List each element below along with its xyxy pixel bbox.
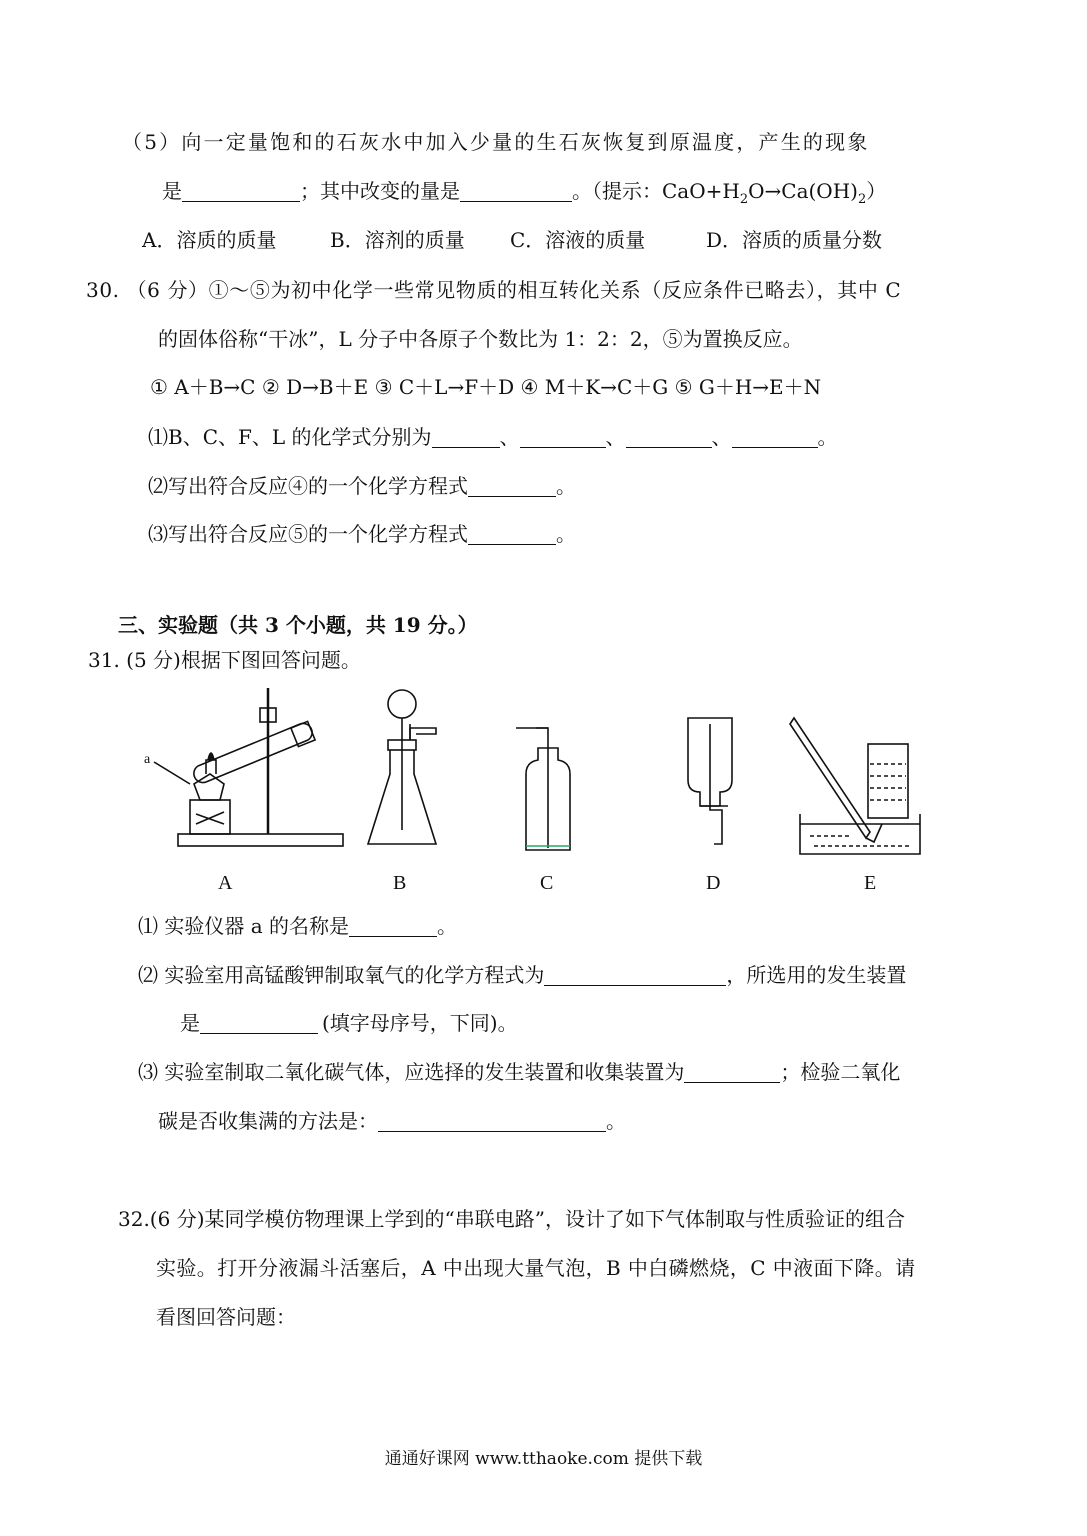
q31-p2-line2: [180, 1008, 518, 1038]
q31-title: 31. (5 分)根据下图回答问题。: [88, 648, 361, 672]
q29-hint: 。（提示：$CaO+H_2O\to Ca(OH)_2$）: [572, 179, 887, 207]
q29-part5-changed-label: ；其中改变的量是: [300, 179, 460, 203]
answer-blank[interactable]: [626, 425, 712, 448]
q31-p2-line1: [138, 960, 906, 990]
page-footer: 通通好课网 www.tthaoke.com 提供下载: [384, 1449, 703, 1469]
answer-blank[interactable]: [732, 425, 818, 448]
q31-p2-line2-prefix: 是: [180, 1011, 200, 1035]
q29-part5-line2: [162, 176, 886, 215]
apparatus-label-C: C: [540, 872, 554, 894]
separator: 、: [711, 425, 732, 449]
option-c: C．溶液的质量: [510, 228, 646, 252]
q29-part5-prefix: 是: [162, 179, 182, 203]
q31-p3-line2-prefix: 碳是否收集满的方法是：: [158, 1109, 378, 1133]
apparatus-label-D: D: [706, 872, 721, 894]
q30-sub2: [148, 471, 576, 501]
apparatus-c: [516, 728, 570, 850]
q31-p1: [138, 911, 457, 941]
q31-p1-text: ⑴ 实验仪器 a 的名称是: [138, 914, 349, 938]
q30-sub3-text: ⑶写出符合反应⑤的一个化学方程式: [148, 522, 468, 546]
q30-sub1: [148, 422, 838, 452]
option-d: D．溶质的质量分数: [706, 228, 883, 252]
period: 。: [606, 1109, 626, 1133]
apparatus-e: [790, 718, 920, 854]
option-b: B．溶剂的质量: [330, 228, 465, 252]
q32-line2: 实验。打开分液漏斗活塞后，A 中出现大量气泡，B 中白磷燃烧，C 中液面下降。请: [156, 1256, 916, 1280]
answer-blank[interactable]: [378, 1109, 606, 1132]
q30-stem-line1: 30. （6 分）①～⑤为初中化学一些常见物质的相互转化关系（反应条件已略去），其中 C: [86, 278, 902, 302]
answer-blank[interactable]: [349, 914, 437, 937]
apparatus-d: [688, 718, 732, 844]
q29-options: [142, 225, 882, 255]
q31-p2-text: ⑵ 实验室用高锰酸钾制取氧气的化学方程式为: [138, 963, 545, 987]
answer-blank[interactable]: [460, 179, 572, 202]
q30-sub1-text: ⑴B、C、F、L 的化学式分别为: [148, 425, 432, 449]
answer-blank[interactable]: [544, 963, 726, 986]
q30-sub2-text: ⑵写出符合反应④的一个化学方程式: [148, 474, 468, 498]
answer-blank[interactable]: [432, 425, 500, 448]
apparatus-a: [154, 688, 343, 846]
answer-blank[interactable]: [684, 1060, 780, 1083]
q32-line3: 看图回答问题：: [156, 1305, 296, 1329]
apparatus-label-a-pointer: a: [144, 752, 151, 767]
period: 。: [817, 425, 838, 449]
option-a: A．溶质的质量: [142, 228, 277, 252]
apparatus-label-A: A: [218, 872, 233, 894]
q31-p2-line2-note: (填字母序号，下同)。: [322, 1011, 518, 1035]
apparatus-figure: [140, 684, 940, 864]
q31-p3-line1: [138, 1057, 900, 1087]
q31-p3-text: ⑶ 实验室制取二氧化碳气体，应选择的发生装置和收集装置为: [138, 1060, 685, 1084]
separator: 、: [605, 425, 626, 449]
section-heading: 三、实验题（共 3 个小题，共 19 分。）: [118, 613, 478, 637]
q31-p2-text-b: ，所选用的发生装置: [726, 963, 907, 987]
apparatus-label-E: E: [864, 872, 877, 894]
apparatus-b: [368, 690, 436, 844]
answer-blank[interactable]: [468, 474, 556, 497]
q32-line1: 32.(6 分)某同学模仿物理课上学到的“串联电路”，设计了如下气体制取与性质验证的组合: [118, 1207, 905, 1231]
answer-blank[interactable]: [520, 425, 606, 448]
apparatus-label-B: B: [393, 872, 407, 894]
period: 。: [556, 522, 576, 546]
q30-reactions: ① A＋B→C ② D→B＋E ③ C＋L→F＋D ④ M＋K→C＋G ⑤ G＋H→E＋N: [150, 375, 822, 399]
q31-p3-line2: [158, 1106, 626, 1136]
separator: 、: [499, 425, 520, 449]
q31-p3-text-b: ；检验二氧化: [780, 1060, 901, 1084]
answer-blank[interactable]: [468, 522, 556, 545]
q29-part5-line1: （5）向一定量饱和的石灰水中加入少量的生石灰恢复到原温度，产生的现象: [122, 130, 870, 154]
answer-blank[interactable]: [182, 179, 300, 202]
period: 。: [437, 914, 457, 938]
period: 。: [556, 474, 576, 498]
q30-stem-line2: 的固体俗称“干冰”，L 分子中各原子个数比为 1：2：2，⑤为置换反应。: [158, 327, 803, 351]
answer-blank[interactable]: [200, 1011, 318, 1034]
q30-sub3: [148, 519, 576, 549]
